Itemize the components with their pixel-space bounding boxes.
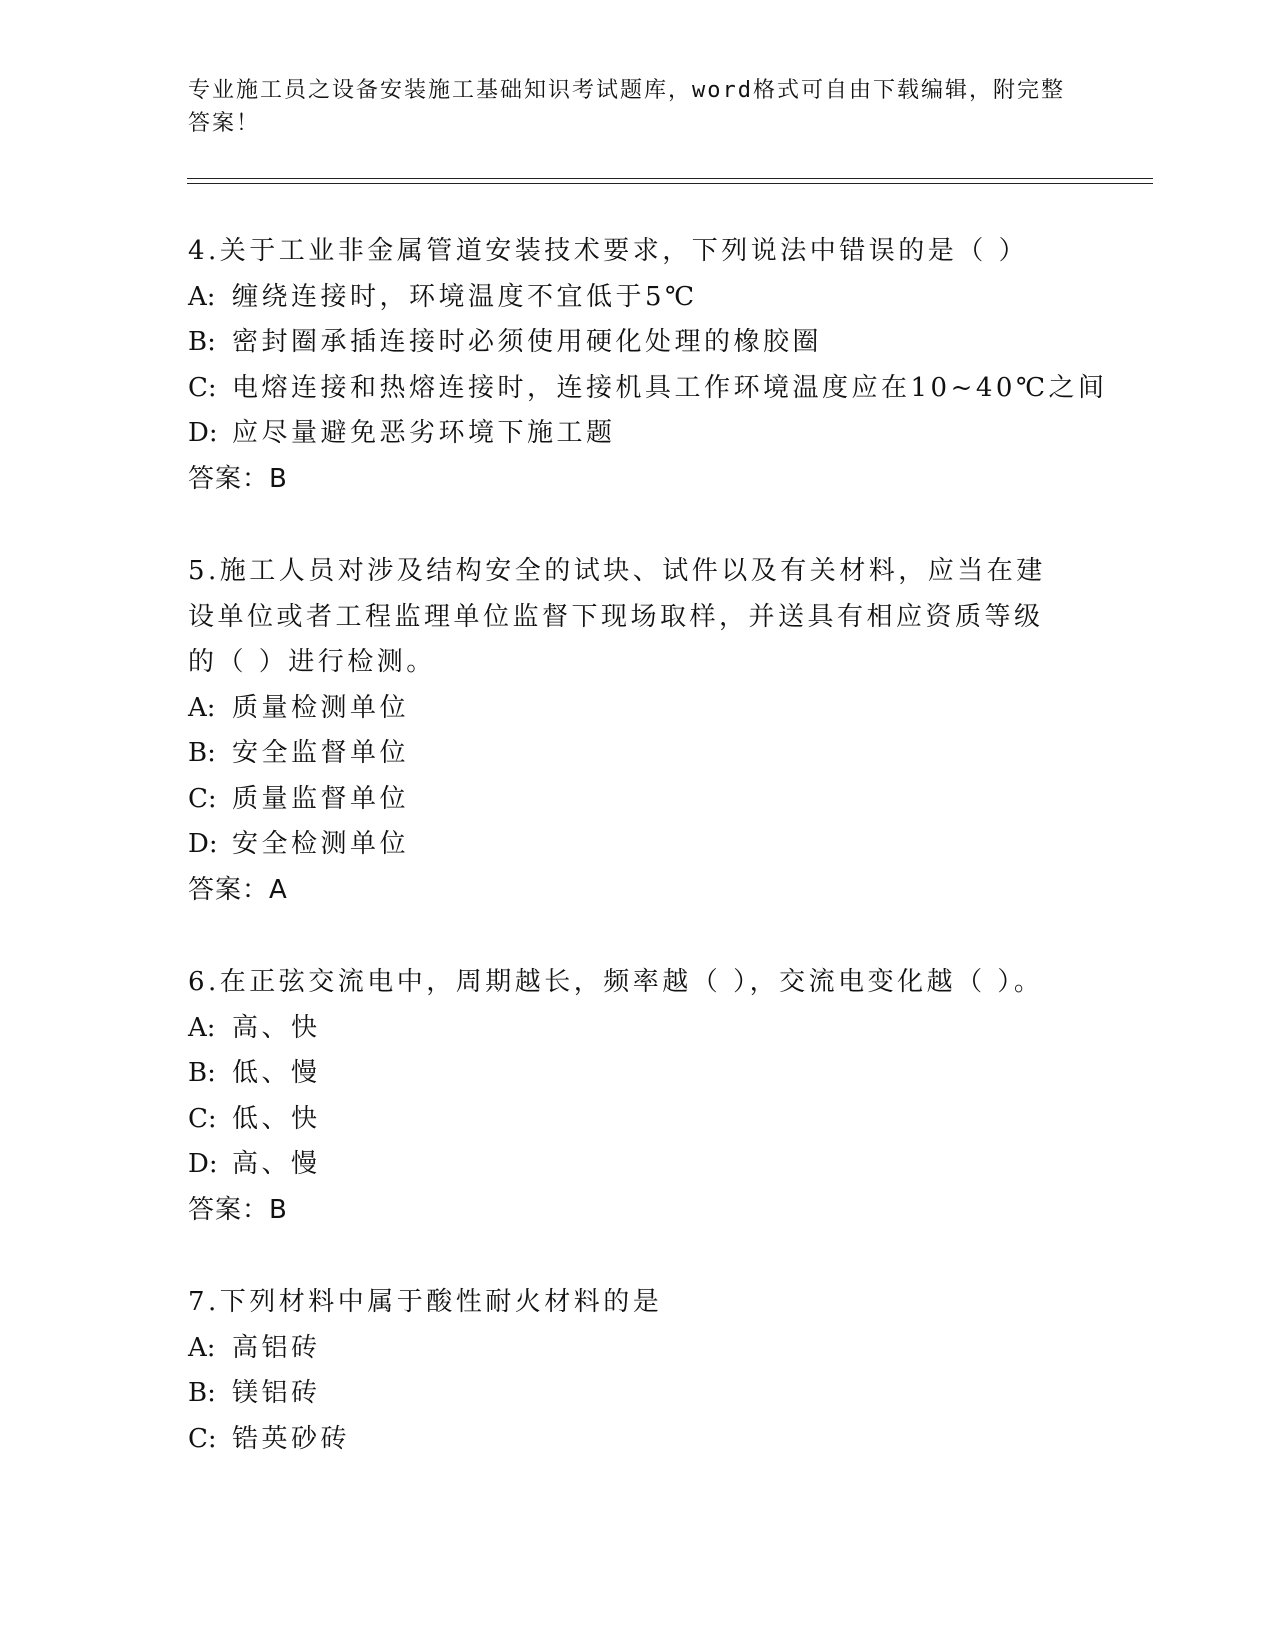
option-key: D: — [188, 418, 218, 448]
option-key: B: — [188, 738, 216, 768]
option-text: 质量监督单位 — [232, 783, 410, 814]
option-key: C: — [188, 372, 217, 403]
option-key: B: — [188, 327, 216, 357]
option-c — [188, 777, 1068, 823]
option-key: A: — [188, 1332, 216, 1363]
option-key: B: — [188, 1378, 216, 1408]
option-b — [188, 1051, 1068, 1097]
option-key: C: — [188, 783, 217, 814]
question-stem: 5.施工人员对涉及结构安全的试块、试件以及有关材料，应当在建设单位或者工程监理单位监督下现场取样，并送具有相应资质等级的（ ）进行检测。 — [188, 556, 1046, 677]
header-divider-top — [187, 178, 1153, 179]
option-text: 低、慢 — [232, 1058, 321, 1088]
question-stem: 7.下列材料中属于酸性耐火材料的是 — [188, 1287, 663, 1317]
document-header: 专业施工员之设备安装施工基础知识考试题库，word格式可自由下载编辑，附完整答案！ — [188, 78, 1065, 136]
option-text: 高、慢 — [232, 1149, 321, 1179]
option-key: B: — [188, 1058, 216, 1088]
option-text: 密封圈承插连接时必须使用硬化处理的橡胶圈 — [232, 327, 823, 357]
option-d — [188, 1142, 1068, 1188]
option-d — [188, 822, 1068, 868]
option-key: A: — [188, 1012, 216, 1043]
option-text: 电熔连接和热熔连接时，连接机具工作环境温度应在10~40℃之间 — [232, 372, 1108, 403]
option-d — [188, 411, 1068, 457]
question-5 — [188, 549, 1068, 913]
question-stem: 4.关于工业非金属管道安装技术要求，下列说法中错误的是（ ） — [188, 236, 1029, 266]
question-7 — [188, 1280, 1068, 1462]
option-text: 缠绕连接时，环境温度不宜低于5℃ — [232, 281, 698, 312]
option-key: D: — [188, 1149, 218, 1179]
option-b — [188, 320, 1068, 366]
option-b — [188, 731, 1068, 777]
option-b — [188, 1371, 1068, 1417]
option-key: C: — [188, 1423, 217, 1454]
option-c — [188, 1097, 1068, 1143]
option-key: D: — [188, 829, 218, 859]
option-key: A: — [188, 281, 216, 312]
option-text: 锆英砂砖 — [232, 1423, 351, 1454]
option-a — [188, 686, 1068, 732]
option-a — [188, 1326, 1068, 1372]
option-text: 安全检测单位 — [232, 829, 410, 859]
question-6 — [188, 960, 1068, 1233]
answer: 答案：A — [188, 874, 288, 905]
option-a — [188, 275, 1068, 321]
option-text: 安全监督单位 — [232, 738, 410, 768]
option-key: C: — [188, 1103, 217, 1134]
option-text: 质量检测单位 — [232, 692, 410, 723]
option-text: 应尽量避免恶劣环境下施工题 — [232, 418, 616, 448]
option-c — [188, 1417, 1068, 1463]
header-divider-bottom — [187, 183, 1153, 184]
option-text: 高、快 — [232, 1012, 321, 1043]
question-stem: 6.在正弦交流电中，周期越长，频率越（ ），交流电变化越（ ）。 — [188, 967, 1044, 997]
option-text: 低、快 — [232, 1103, 321, 1134]
answer: 答案：B — [188, 463, 288, 494]
option-a — [188, 1006, 1068, 1052]
answer: 答案：B — [188, 1194, 288, 1225]
option-c — [188, 366, 1108, 412]
option-text: 镁铝砖 — [232, 1378, 321, 1408]
option-text: 高铝砖 — [232, 1332, 321, 1363]
option-key: A: — [188, 692, 216, 723]
question-list — [188, 229, 1108, 1509]
question-4 — [188, 229, 1108, 502]
